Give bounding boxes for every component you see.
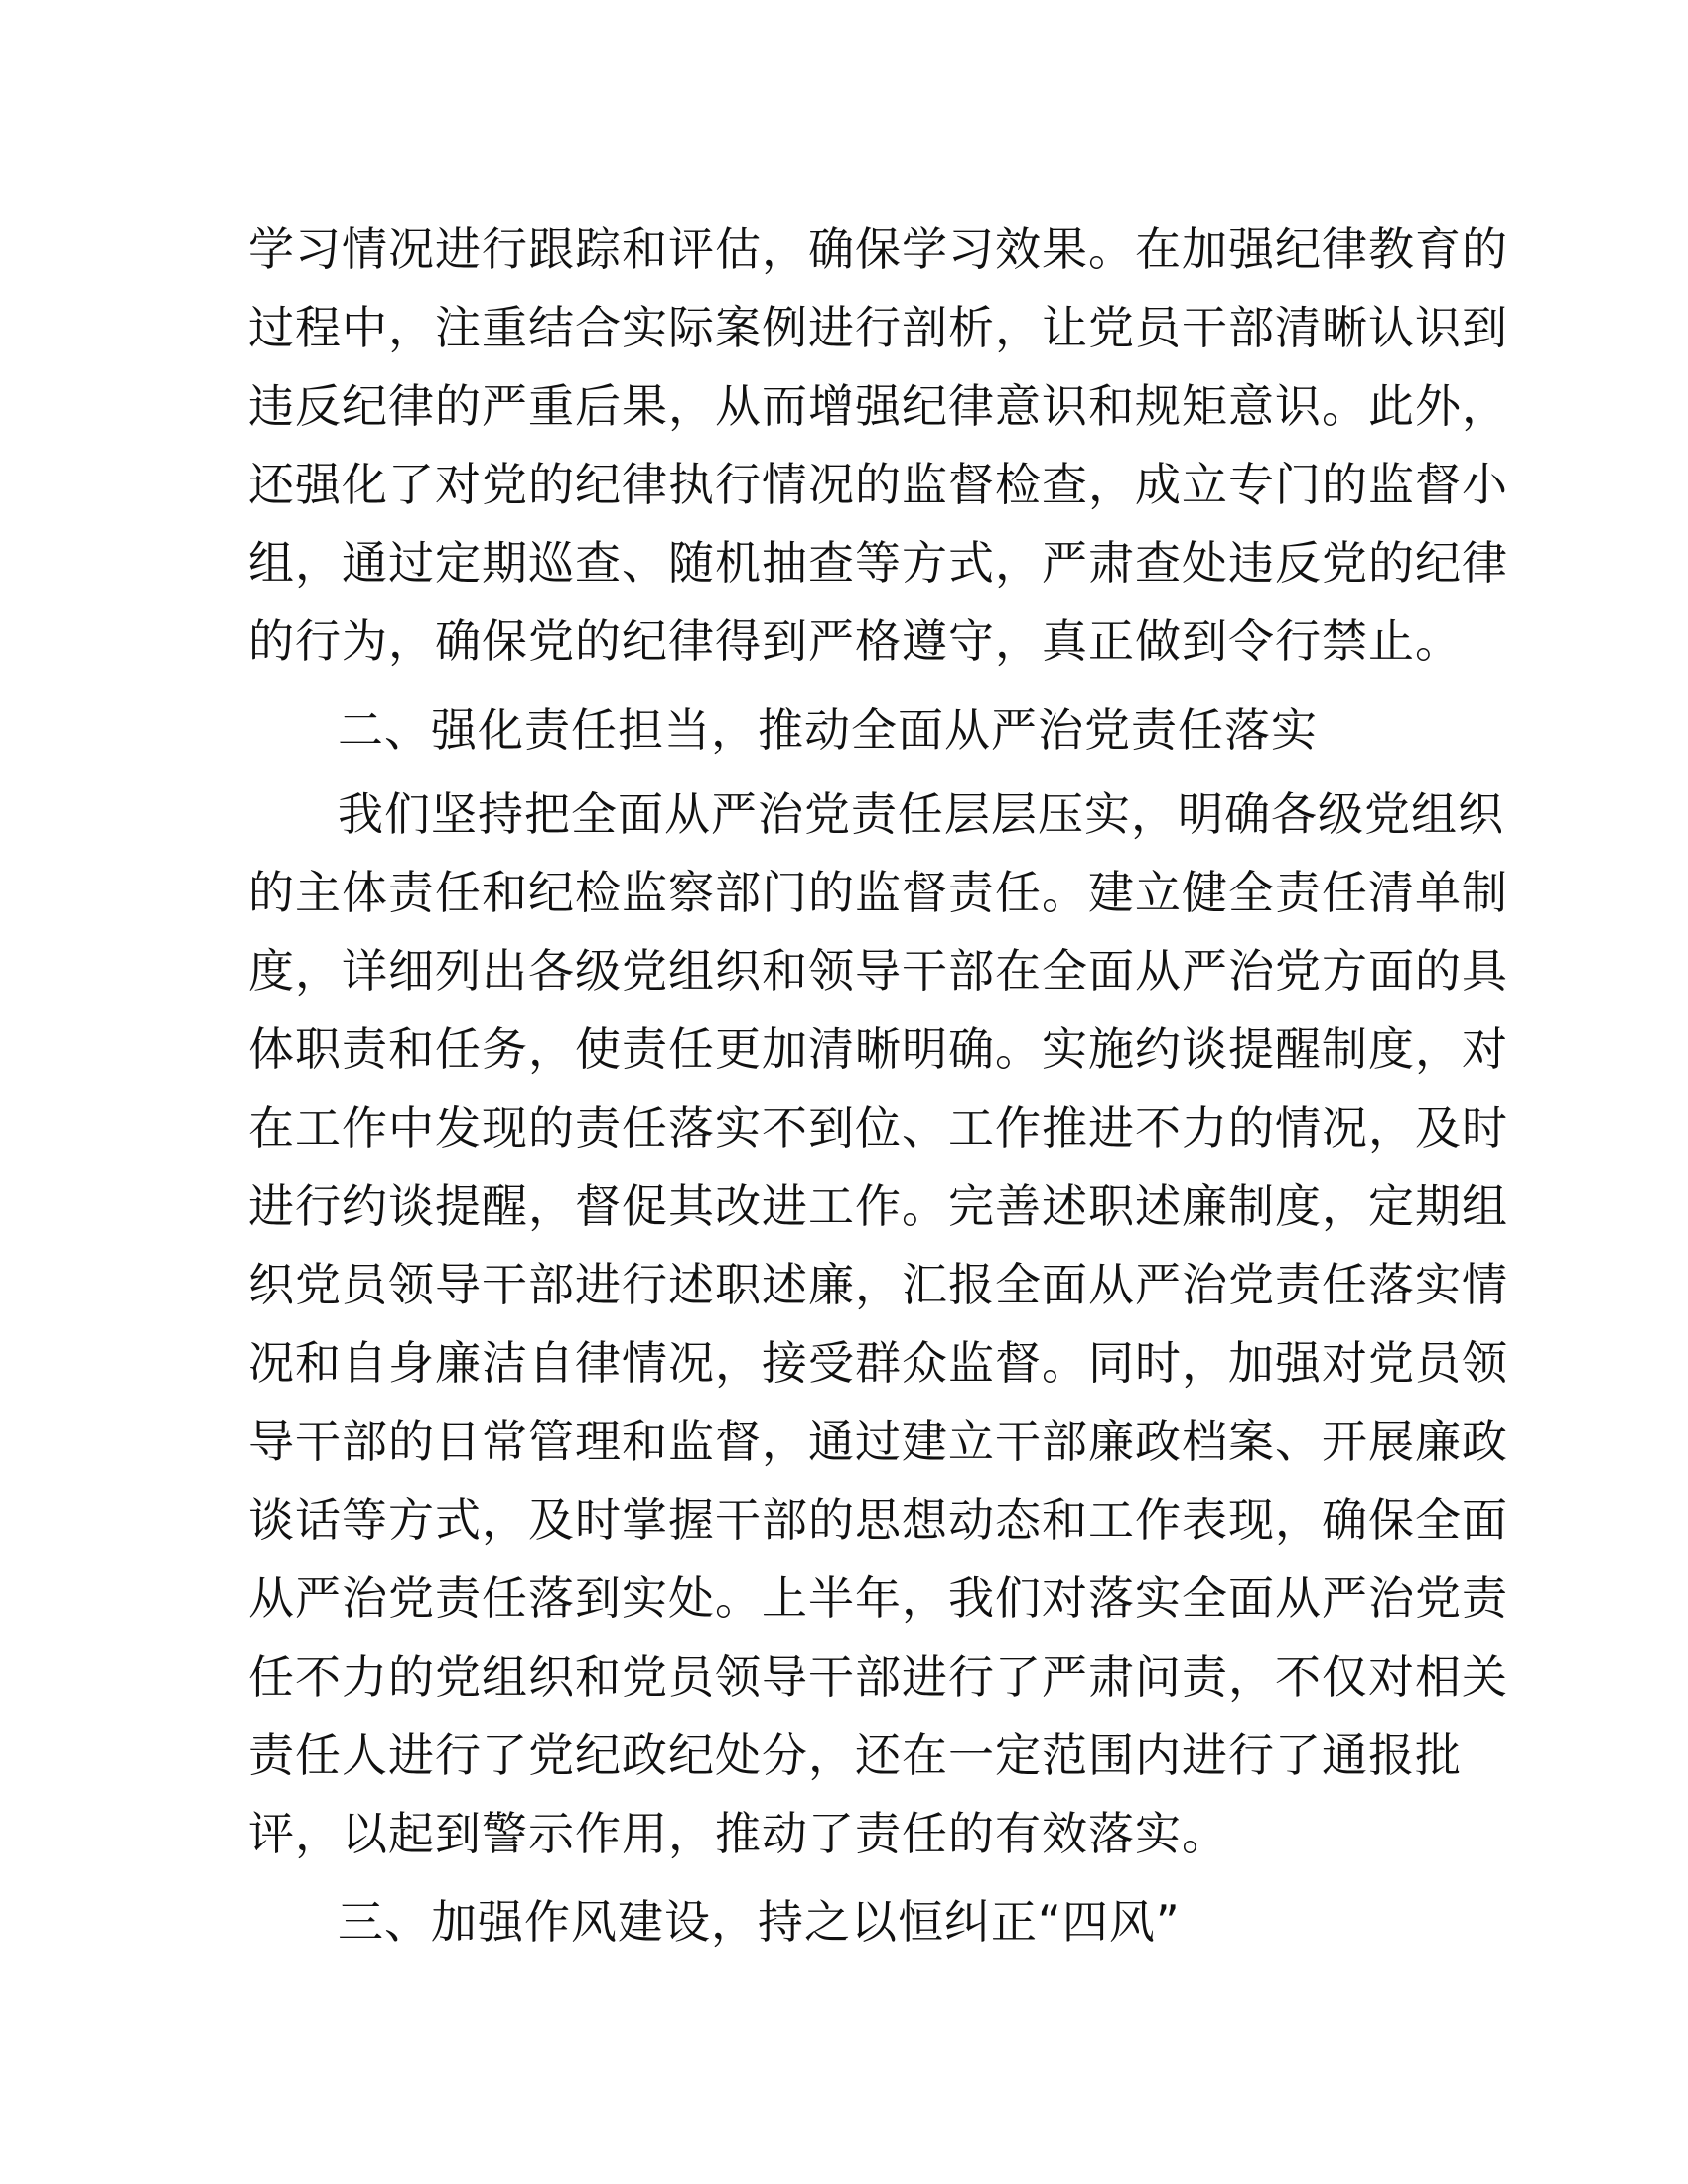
text-line: 还强化了对党的纪律执行情况的监督检查，成立专门的监督小 (248, 458, 1508, 511)
text-line: 的行为，确保党的纪律得到严格遵守，真正做到令行禁止。 (248, 614, 1462, 668)
heading-text: 三、加强作风建设，持之以恒纠正“四风” (338, 1895, 1181, 1949)
text-line: 过程中，注重结合实际案例进行剖析，让党员干部清晰认识到 (248, 301, 1508, 354)
text-line: 的主体责任和纪检监察部门的监督责任。建立健全责任清单制 (248, 866, 1508, 919)
text-line: 进行约谈提醒，督促其改进工作。完善述职述廉制度，定期组 (248, 1179, 1508, 1233)
text-line: 学习情况进行跟踪和评估，确保学习效果。在加强纪律教育的 (248, 222, 1508, 276)
text-line: 在工作中发现的责任落实不到位、工作推进不力的情况，及时 (248, 1101, 1508, 1155)
text-line: 评，以起到警示作用，推动了责任的有效落实。 (248, 1807, 1228, 1860)
heading-text: 二、强化责任担当，推动全面从严治党责任落实 (338, 703, 1318, 756)
text-line: 我们坚持把全面从严治党责任层层压实，明确各级党组织 (338, 787, 1504, 841)
text-line: 组，通过定期巡查、随机抽查等方式，严肃查处违反党的纪律 (248, 536, 1508, 590)
text-line: 况和自身廉洁自律情况，接受群众监督。同时，加强对党员领 (248, 1336, 1508, 1390)
text-line: 谈话等方式，及时掌握干部的思想动态和工作表现，确保全面 (248, 1493, 1508, 1547)
text-line: 责任人进行了党纪政纪处分，还在一定范围内进行了通报批 (248, 1728, 1462, 1782)
text-line: 体职责和任务，使责任更加清晰明确。实施约谈提醒制度，对 (248, 1023, 1508, 1076)
text-line: 违反纪律的严重后果，从而增强纪律意识和规矩意识。此外， (248, 379, 1508, 433)
section-heading-2 (248, 691, 1440, 769)
paragraph-responsibility (248, 775, 1508, 1873)
paragraph-discipline-education (248, 210, 1508, 681)
document-body (248, 210, 1508, 1968)
section-heading-3 (248, 1883, 1440, 1962)
text-line: 导干部的日常管理和监督，通过建立干部廉政档案、开展廉政 (248, 1415, 1508, 1468)
text-line: 从严治党责任落到实处。上半年，我们对落实全面从严治党责 (248, 1571, 1508, 1625)
text-line: 度，详细列出各级党组织和领导干部在全面从严治党方面的具 (248, 944, 1508, 998)
text-line: 织党员领导干部进行述职述廉，汇报全面从严治党责任落实情 (248, 1258, 1508, 1311)
text-line: 任不力的党组织和党员领导干部进行了严肃问责，不仅对相关 (248, 1650, 1508, 1704)
